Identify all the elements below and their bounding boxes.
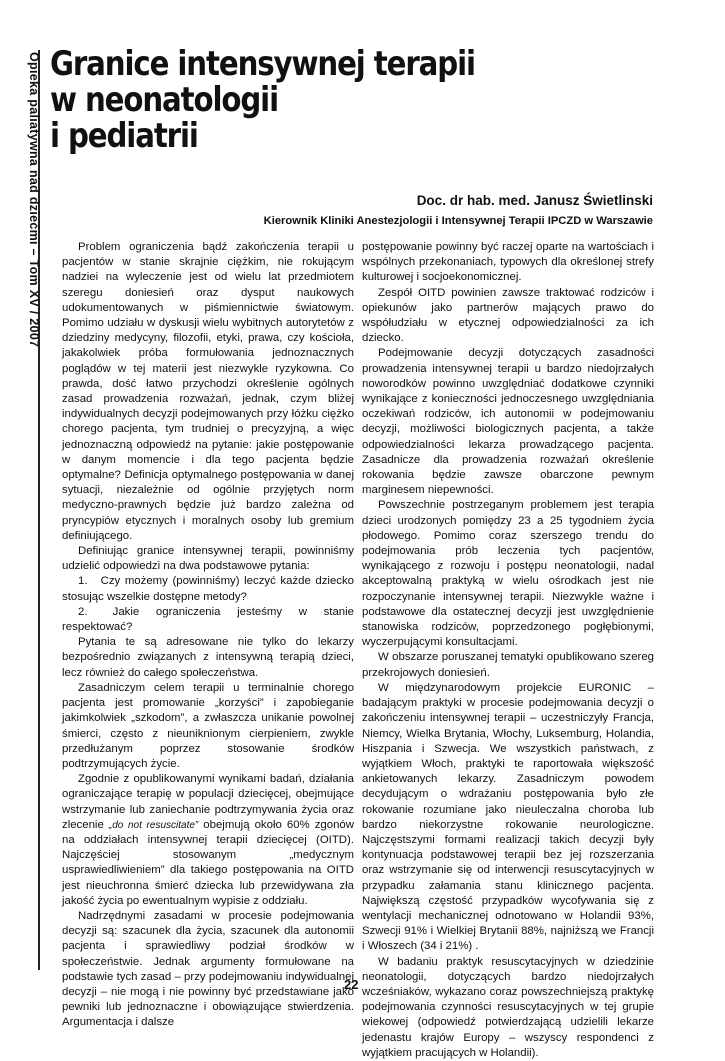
paragraph: postępowanie powinny być raczej oparte na wartościach i wspólnych przekonaniach, typowych dla określonej strefy kulturowej i socjoekonomicznej. [362,241,654,284]
question-item [62,605,354,635]
paragraph: Definiując granice intensywnej terapii, powinniśmy udzielić odpowiedzi na dwa podstawowe pytania: [62,545,354,573]
title-line: Granice intensywnej terapii [50,44,475,84]
paragraph: Nadrzędnymi zasadami w procesie podejmowania decyzji są: szacunek dla życia, szacunek dla autonomii pacjenta i sprawiedliwy podział środków w społeczeństwie. Jednak argumenty formułowane na podstawie tych zasad – przy podejmowaniu indywidualnej decyzji – nie mogą i nie powinny być przedstawiane jako pewniki lub jednoznaczne i obowiązujące stwierdzenia. Argumentacja i dalsze [62,909,354,1029]
question-number: 2. [78,605,88,618]
paragraph-text: Zgodnie z opublikowanymi wynikami badań, działania ograniczające terapię w populacji dziecięcej, obejmujące wstrzymanie lub zaniechanie podtrzymywania życia oraz zlecenie [62,773,354,831]
paragraph: Pytania te są adresowane nie tylko do lekarzy bezpośrednio związanych z intensywną terapią dzieci, lecz również do całego społeczeństwa. [62,636,354,679]
paragraph: Powszechnie postrzeganym problemem jest terapia dzieci urodzonych pomiędzy 23 a 25 tygodniem życia płodowego. Pomimo coraz szerszego trendu do podejmowania prób leczenia tych pacjentów, wynikającego z rozwoju i postępu neonatologii, nadal akceptowalną praktyką w wielu ośrodkach jest nie rozpoczynanie intensywnej terapii. Niezwykle ważne i podstawowe dla ostatecznej decyzji jest uwzględnienie stanowiska rodziców, poprzedzonego pogłębionymi, wyczerpującymi konsultacjami. [362,499,654,649]
question-item [62,574,354,604]
italic-quote: „do not resuscitate” [108,819,199,831]
paragraph: Podejmowanie decyzji dotyczących zasadności prowadzenia intensywnej terapii u bardzo niedojrzałych noworodków powinno uwzględniać dodatkowe czynniki wynikające z konieczności jednoczesnego uwzględniania oczekiwań rodziców, ich autonomii w podejmowaniu decyzji, możliwości biologicznych pacjenta, a także odpowiedzialności lekarza prowadzącego pacjenta. Zasadnicze dla prowadzenia rozważań określenie rokowania będzie zawsze obarczone pewnym marginesem niepewności. [362,347,654,497]
article-title [50,46,566,154]
question-text: Czy możemy (powinniśmy) leczyć każde dziecko stosując wszelkie dostępne metody? [62,575,355,603]
paragraph-text: obejmują około 60% zgonów na oddziałach intensywnej terapii dziecięcej (OITD). Najczęściej stosowanym „medycznym usprawiedliwieniem” dla takiego postępowania na OITD jest nieuchronna śmierć dziecka lub przewidywana zła jakość życia po ewentualnym wypisie z oddziału. [62,818,354,907]
question-text: Jakie ograniczenia jesteśmy w stanie respektować? [62,605,354,634]
title-line: w neonatologii [50,80,278,120]
paragraph [62,772,354,909]
title-line: i pediatrii [50,116,198,156]
question-number: 1. [78,575,88,588]
paragraph: Zasadniczym celem terapii u terminalnie chorego pacjenta jest promowanie „korzyści” i zapobieganie jakimkolwiek „szkodom”, a zwłaszcza unikanie powolnej śmierci, często z nieuniknionym cierpieniem, zwykle przedłużanym poprzez stosowanie środków podtrzymujących życie. [62,681,354,770]
left-column [62,240,354,1031]
paragraph: Zespół OITD powinien zawsze traktować rodziców i opiekunów jako partnerów mających prawo do współudziału w etycznej odpowiedzialności za ich dziecko. [362,286,654,345]
running-head: Opieka paliatywna nad dziećmi – Tom XV / 2007 [27,52,41,348]
page-number: 22 [344,977,359,992]
paragraph: W badaniu praktyk resuscytacyjnych w dziedzinie neonatologii, dotyczących bardzo niedojrzałych wcześniaków, wykazano coraz powszechniejszą praktykę podejmowania czynności resuscytacyjnych w tej grupie wiekowej (odpowiedź potwierdzającą udzielili lekarze jedenastu krajów Europy – wszyscy respondenci z wyjątkiem pracujących w Holandii). [362,955,654,1059]
paragraph: Problem ograniczenia bądź zakończenia terapii u pacjentów w stanie skrajnie ciężkim, nie rokującym nadziei na wyleczenie jest od wielu lat przedmiotem szeregu doniesień oraz dysput naukowych udokumentowanych w piśmiennictwie światowym. Pomimo udziału w dyskusji wielu wybitnych autorytetów z dziedziny medycyny, filozofii, etyki, prawa, czy kościoła, jakakolwiek próba formułowania jednoznacznych poglądów w tej materii jest niezwykle ryzykowna. Co prawda, dość łatwo przychodzi określenie ogólnych zasad prowadzenia rozważań, jednak, czym bliżej indywidualnych decyzji podejmowanych przy łóżku ciężko chorego pacjenta, tym trudniej o precyzyjną, a więc jednoznaczną odpowiedź na pytanie: jakie postępowanie w danym momencie i dla tego pacjenta będzie optymalne? Definicja optymalnego postępowania w danej sytuacji, niezależnie od ogólnie przyjętych norm medyczno-prawnych będzie już bardzo zależna od pryncypiów etycznych i moralnych osoby lub gremium definiującego. [62,241,354,542]
right-column [362,240,654,1061]
paragraph: W obszarze poruszanej tematyki opublikowano szereg przekrojowych doniesień. [362,651,654,679]
author-name: Doc. dr hab. med. Janusz Świetlinski [416,193,653,208]
paragraph: W międzynarodowym projekcie EURONIC – badającym praktyki w procesie podejmowania decyzji o zakończeniu intensywnej terapii – uczestniczyły Francja, Niemcy, Wielka Brytania, Włochy, Luksemburg, Holandia, Hiszpania i Szwecja. We wszystkich państwach, z wyjątkiem Włoch, praktyki te raportowała większość ankietowanych lekarzy. Zasadniczym powodem decydującym o wdrażaniu postępowania było złe rokowanie rozumiane jako nieuleczalna choroba lub bardzo niekorzystne rokowanie neurologiczne. Najczęstszymi formami realizacji takich decyzji były kontynuacja podstawowej terapii bez jej rozszerzania oraz wstrzymanie się od interwencji resuscytacyjnych w przypadku załamania stanu klinicznego pacjenta. Największą częstość przypadków wycofywania się z wentylacji mechanicznej odnotowano w Holandii 93%, Szwecji 91% i Wielkiej Brytanii 88%, najniższą we Francji i Włoszech (34 i 21%) . [362,681,654,953]
author-affiliation: Kierownik Kliniki Anestezjologii i Intensywnej Terapii IPCZD w Warszawie [263,215,653,227]
